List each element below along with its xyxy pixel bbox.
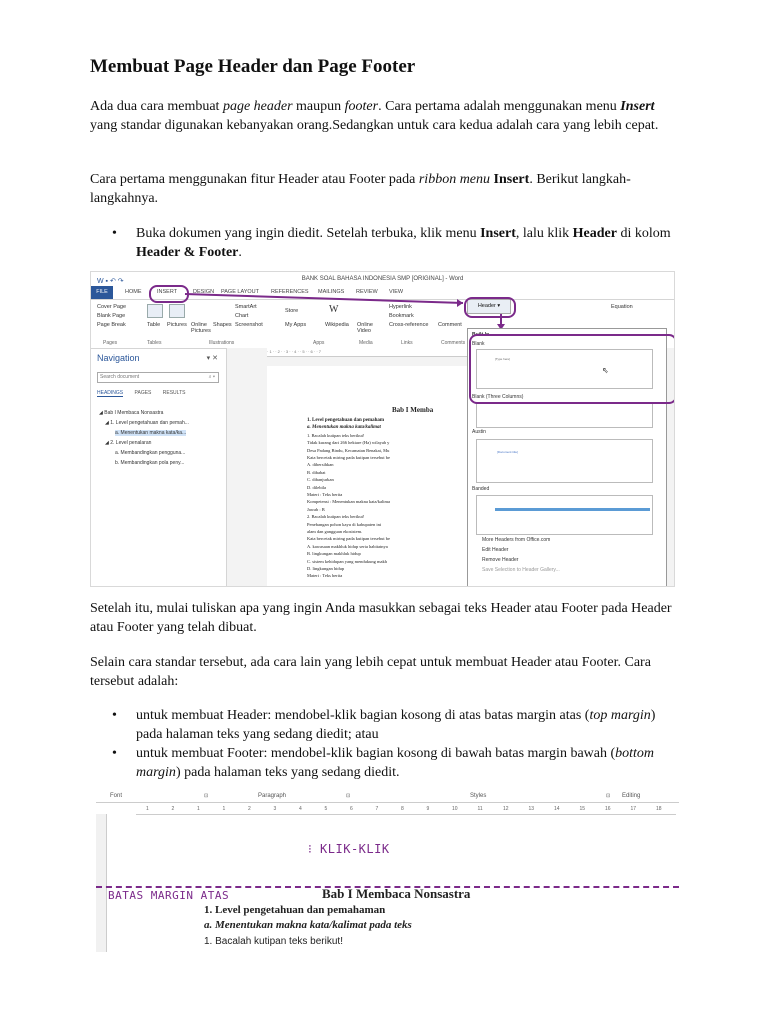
- doc-line: Kata bercetak miring pada kutipan tersebut be: [307, 455, 390, 460]
- group-illustrations: Illustrations: [209, 340, 235, 346]
- menu-item-save-selection[interactable]: Save Selection to Header Gallery...: [482, 567, 560, 573]
- word-insert-screenshot: [90, 271, 675, 587]
- navigation-search-input[interactable]: Search document ⌕ ▾: [97, 372, 219, 383]
- tab-insert[interactable]: INSERT: [157, 289, 178, 295]
- navigation-title: Navigation: [97, 353, 140, 363]
- ruler-tick-label: 1: [146, 806, 149, 812]
- close-icon[interactable]: ▾ ✕: [206, 355, 218, 362]
- ruler-tick-label: 15: [579, 806, 586, 812]
- navigation-pane: [91, 348, 227, 586]
- doc-line: 1. Level pengetahuan dan pemaham: [307, 418, 385, 423]
- ruler-tick-label: 9: [426, 806, 430, 812]
- bookmark-button[interactable]: Bookmark: [389, 313, 414, 319]
- blank-highlight: [469, 334, 675, 404]
- ruler-tick-label: 8: [401, 806, 404, 812]
- group-links: Links: [401, 340, 413, 346]
- tab-page-layout[interactable]: PAGE LAYOUT: [221, 289, 260, 295]
- gallery-label-banded: Banded: [472, 486, 490, 492]
- doc-line: B. lingkungan makhluk hidup: [307, 551, 361, 557]
- doc-line: Penebangan pohon kayu di kabupaten ini: [307, 521, 382, 527]
- tab-design[interactable]: DESIGN: [193, 289, 215, 295]
- paragraph-4: Selain cara standar tersebut, ada cara lain yang lebih cepat untuk membuat Header atau Footer. Cara tersebut adalah:: [90, 655, 651, 689]
- doc-line: Materi : Teks berita: [307, 492, 343, 497]
- ruler-tick-label: 16: [605, 806, 611, 812]
- online-pictures-button[interactable]: Online Pictures: [191, 322, 211, 334]
- doc-line: A. kawasaan makhluk hidup serta habitatnya: [307, 543, 388, 549]
- group-pages: Pages: [103, 340, 118, 346]
- group-editing: Editing: [622, 793, 641, 799]
- horizontal-ruler: [136, 804, 676, 815]
- gallery-section-built-in: Built-In: [472, 332, 490, 338]
- store-button[interactable]: Store: [285, 308, 299, 314]
- group-apps: Apps: [313, 340, 325, 346]
- ruler-tick-label: 2: [248, 806, 251, 812]
- ruler-tick-label: 5: [324, 806, 328, 812]
- gallery-item-austin[interactable]: [Document title]: [476, 439, 653, 483]
- online-video-button[interactable]: Online Video: [357, 322, 373, 334]
- search-icon: ⌕ ▾: [208, 374, 215, 380]
- ruler-tick-label: 7: [375, 806, 379, 812]
- doc-line: B. dibabat: [307, 469, 326, 475]
- intro-paragraph-1: Ada dua cara membuat page header maupun footer. Cara pertama adalah menggunakan menu Insert yang standar digunakan kebanyakan orang.Sedangkan untuk cara kedua adalah cara yang lebih cepat.: [90, 99, 659, 133]
- gallery-label-blank: Blank: [472, 341, 485, 347]
- heading-tree: [99, 408, 189, 468]
- menu-item-more-headers[interactable]: More Headers from Office.com: [482, 537, 551, 543]
- tab-view[interactable]: VIEW: [389, 289, 404, 295]
- my-apps-button[interactable]: My Apps: [285, 322, 307, 328]
- shapes-button[interactable]: Shapes: [213, 322, 232, 328]
- margin-screenshot: [96, 792, 679, 952]
- tab-pages[interactable]: PAGES: [134, 390, 152, 396]
- tab-results[interactable]: RESULTS: [162, 390, 186, 396]
- page-title: Membuat Page Header dan Page Footer: [90, 56, 416, 77]
- title-bar: W ▪ ↶ ↷ BANK SOAL BAHASA INDONESIA SMP [ORIGINAL] - Word: [91, 272, 674, 286]
- doc-line: D. dilebila: [307, 484, 326, 490]
- group-media: Media: [359, 340, 373, 346]
- table-button[interactable]: Table: [147, 322, 161, 328]
- group-font: Font: [110, 793, 123, 799]
- tab-file[interactable]: FILE: [91, 286, 113, 299]
- klik-annotation: ⁝ KLIK-KLIK: [308, 842, 390, 856]
- menu-item-edit-header[interactable]: Edit Header: [482, 547, 509, 553]
- smartart-button[interactable]: SmartArt: [235, 304, 257, 310]
- wikipedia-icon: W: [329, 304, 339, 315]
- group-comments: Comments: [441, 340, 466, 346]
- intro-paragraph-2: Cara pertama menggunakan fitur Header atau Footer pada ribbon menu Insert. Berikut langkah-langkahnya.: [90, 172, 631, 206]
- navigation-tabs: [97, 390, 195, 396]
- comment-button[interactable]: Comment: [438, 322, 462, 328]
- doc-line: a. Menentukan makna kata/kalimat: [307, 425, 381, 431]
- annotation-arrow-icon: [91, 272, 674, 332]
- cross-reference-button[interactable]: Cross-reference: [389, 322, 429, 328]
- bullet-list-1: [90, 224, 675, 262]
- tree-item[interactable]: ◢ Bab I Membaca Nonsastra: [99, 410, 164, 416]
- ruler-tick-label: 3: [273, 806, 277, 812]
- chart-button[interactable]: Chart: [235, 313, 249, 319]
- ruler-tick-label: 12: [503, 806, 509, 812]
- doc-line: A. dibersihkan: [307, 462, 334, 468]
- ruler-tick-label: 11: [477, 806, 483, 812]
- tree-item[interactable]: ◢ 1. Level pengetahuan dan pemah...: [105, 420, 189, 426]
- tab-review[interactable]: REVIEW: [356, 289, 378, 295]
- ruler-tick-label: 2: [171, 806, 175, 812]
- tab-mailings[interactable]: MAILINGS: [318, 289, 345, 295]
- header-highlight: [464, 297, 516, 318]
- gallery-item-blank[interactable]: [Type here] ⇖: [476, 349, 653, 389]
- bullet-list-2: [90, 706, 675, 782]
- list-item: • untuk membuat Footer: mendobel-klik bagian kosong di bawah batas margin bawah (bottom margin) pada halaman teks yang sedang diedit.: [112, 746, 655, 780]
- ruler-tick-label: 6: [350, 806, 353, 812]
- menu-item-remove-header[interactable]: Remove Header: [482, 557, 519, 563]
- doc-line: Desa Padang Bindu, Kecamatan Benakat, Mu: [307, 447, 390, 453]
- cursor-icon: ⇖: [602, 366, 609, 375]
- tab-references[interactable]: REFERENCES: [271, 289, 309, 295]
- tab-home[interactable]: HOME: [125, 289, 142, 295]
- doc-line: Kompetensi : Menentukan makna kata/kalima: [307, 499, 390, 505]
- doc-line: C. dibanjurkan: [307, 477, 334, 483]
- group-styles: Styles: [470, 793, 487, 799]
- vertical-ruler: [96, 814, 107, 952]
- doc-line: Tidak kurang dari 266 hektare (Ha) wilayah y: [307, 440, 390, 446]
- doc-line: Kata bercetak miring pada kutipan tersebut be: [307, 536, 390, 542]
- ruler-tick-label: 4: [299, 806, 302, 812]
- ruler-tick-label: 13: [528, 806, 535, 812]
- tab-headings[interactable]: HEADINGS: [97, 390, 124, 396]
- list-item: • Buka dokumen yang ingin diedit. Setelah terbuka, klik menu Insert, lalu klik Header di kolom Header & Footer.: [112, 226, 671, 260]
- gallery-item-blank-three[interactable]: [476, 402, 653, 428]
- header-button[interactable]: Header ▾: [467, 299, 511, 314]
- group-tables: Tables: [147, 340, 162, 346]
- gallery-item-banded[interactable]: [476, 495, 653, 535]
- doc-line: C. sistem kehidupan yang mendukung makh: [307, 558, 387, 564]
- doc-line: Jawab : B: [307, 506, 325, 512]
- wikipedia-button[interactable]: Wikipedia: [325, 322, 349, 328]
- doc-heading: Bab I Memba: [392, 406, 434, 414]
- tree-item[interactable]: ◢ 2. Level penalaran: [105, 440, 152, 446]
- horizontal-ruler: · 1 · · 2 · · 3 · · 4 · · 5 · · 6 · · 7: [267, 348, 567, 357]
- page-break-button[interactable]: Page Break: [97, 322, 126, 328]
- tree-item[interactable]: a. Membandingkan pengguna...: [115, 450, 186, 456]
- blank-page-button[interactable]: Blank Page: [97, 313, 126, 319]
- tree-item[interactable]: a. Menentukan makna kata/ka...: [115, 430, 187, 436]
- doc-heading: Bab I Membaca Nonsastra: [322, 886, 471, 901]
- doc-line: 1. Bacalah kutipan teks berikut!: [204, 936, 343, 947]
- doc-line: 1. Bacalah kutipan teks berikut!: [307, 432, 365, 438]
- ruler-tick-label: 1: [222, 806, 226, 812]
- doc-line: Materi : Teks berita: [307, 573, 343, 579]
- word-logo-icon: W ▪ ↶ ↷: [97, 278, 124, 285]
- ruler-tick-label: 1: [197, 806, 200, 812]
- hyperlink-button[interactable]: Hyperlink: [389, 304, 412, 310]
- ruler-tick-label: 17: [630, 806, 637, 812]
- cover-page-button[interactable]: Cover Page: [97, 304, 127, 310]
- margin-annotation: BATAS MARGIN ATAS: [108, 889, 230, 902]
- doc-line: a. Menentukan makna kata/kalimat pada teks: [204, 919, 412, 931]
- ruler-tick-label: 10: [452, 806, 458, 812]
- equation-button[interactable]: Equation: [611, 304, 633, 310]
- gallery-label-blank-three: Blank (Three Columns): [472, 394, 524, 400]
- pictures-button[interactable]: Pictures: [167, 322, 187, 328]
- ribbon-group-labels: Font ⊡ Paragraph ⊡ Styles ⊡ Editing: [96, 792, 679, 803]
- doc-line: D. lingkungan hidup: [307, 566, 345, 571]
- screenshot-button[interactable]: Screenshot: [235, 322, 263, 328]
- doc-line: alam dan gangguan ekosistem.: [307, 529, 363, 534]
- ruler-tick-label: 18: [656, 806, 662, 812]
- gallery-label-austin: Austin: [472, 429, 486, 435]
- ruler-tick-label: 14: [554, 806, 560, 812]
- doc-line: 1. Level pengetahuan dan pemahaman: [204, 904, 386, 916]
- list-item: • untuk membuat Header: mendobel-klik bagian kosong di atas batas margin atas (top margin) pada halaman teks yang sedang diedit; atau: [112, 708, 656, 742]
- tree-item[interactable]: b. Membandingkan pola peny...: [115, 460, 185, 466]
- paragraph-3: Setelah itu, mulai tuliskan apa yang ingin Anda masukkan sebagai teks Header atau Footer pada Header atau Footer yang telah dibuat.: [90, 601, 672, 635]
- doc-line: 2. Bacalah kutipan teks berikut!: [307, 514, 365, 520]
- group-paragraph: Paragraph: [258, 793, 287, 799]
